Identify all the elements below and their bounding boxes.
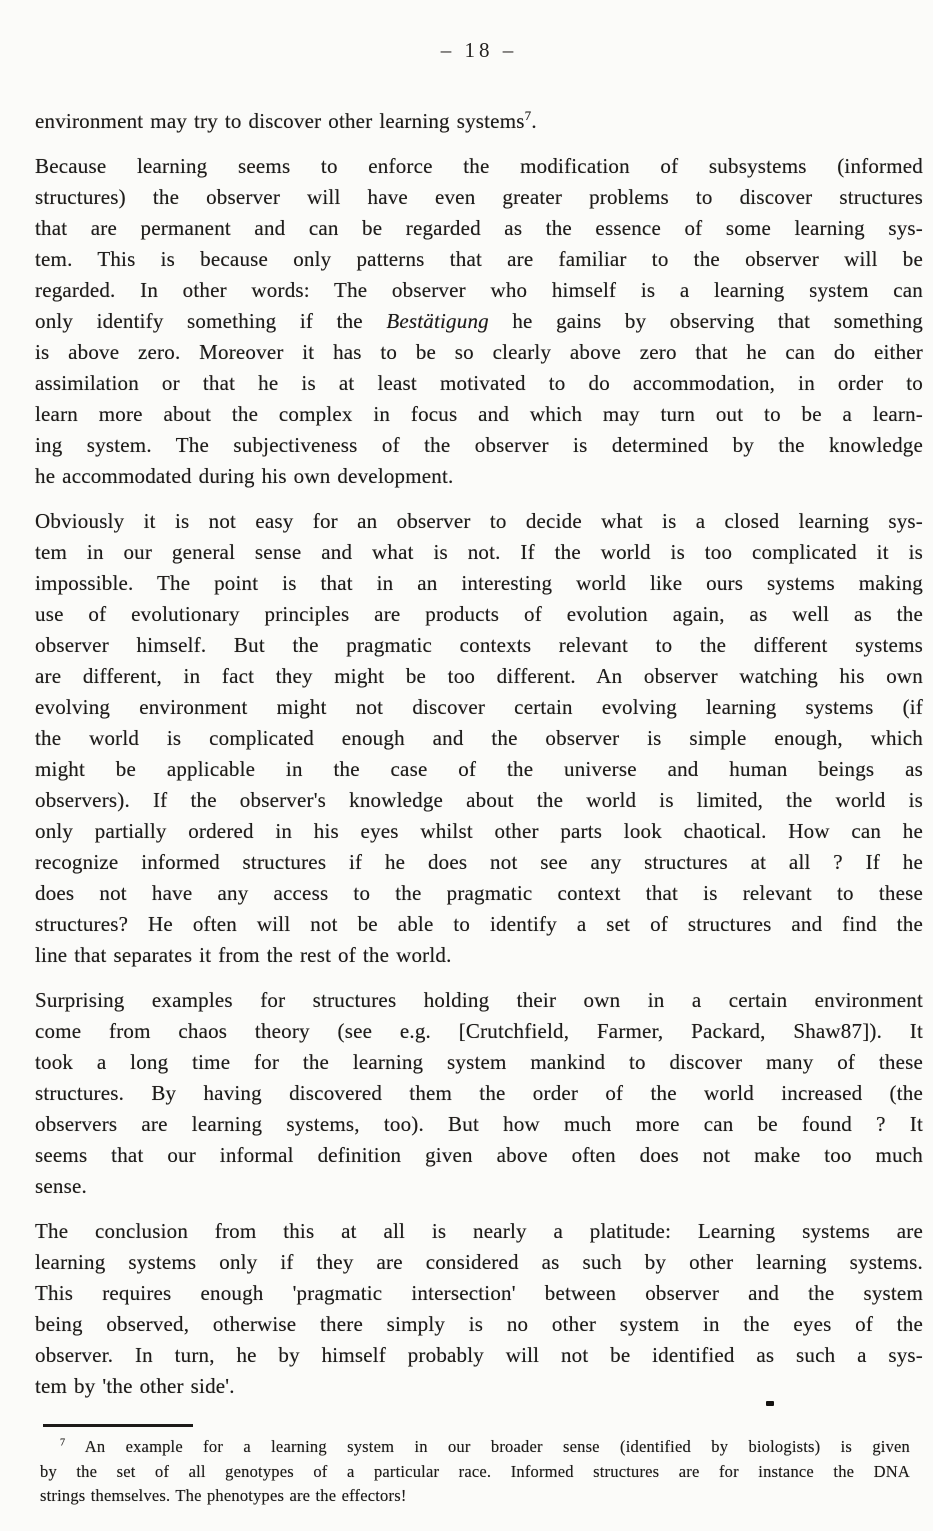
text-line: structures. By having discovered them the order of the world increased (the [35,1081,923,1105]
text-line: ing system. The subjectiveness of the observer is determined by the knowledge [35,433,923,457]
text-line: took a long time for the learning system mankind to discover many of these [35,1050,923,1074]
text-line: he accommodated during his own development. [35,464,454,488]
paragraph [35,985,923,1202]
footnote-line: strings themselves. The phenotypes are the effectors! [40,1486,407,1505]
text-line: observer. In turn, he by himself probably will not be identified as such a sys- [35,1343,923,1367]
paragraph [35,1216,923,1402]
text-line: recognize informed structures if he does not see any structures at all ? If he [35,850,923,874]
text-line: Surprising examples for structures holding their own in a certain environment [35,988,923,1012]
scan-speck-mark [766,1401,774,1406]
text-line: line that separates it from the rest of the world. [35,943,452,967]
text-line: Because learning seems to enforce the modification of subsystems (informed [35,154,923,178]
text-line: observers are learning systems, too). But how much more can be found ? It [35,1112,923,1136]
text-line: The conclusion from this at all is nearly a platitude: Learning systems are [35,1219,923,1243]
text-line: seems that our informal definition given above often does not make too much [35,1143,923,1167]
text-line: impossible. The point is that in an interesting world like ours systems making [35,571,923,595]
text-line: learning systems only if they are considered as such by other learning systems. [35,1250,923,1274]
text-line: assimilation or that he is at least motivated to do accommodation, in order to [35,371,923,395]
footnote-text [40,1435,910,1509]
text-line: is above zero. Moreover it has to be so clearly above zero that he can do either [35,340,923,364]
footnote-line: $^7$ An example for a learning system in our broader sense (identified by biologists) is given [60,1437,910,1456]
text-line: that are permanent and can be regarded as the essence of some learning sys- [35,216,923,240]
text-line: might be applicable in the case of the universe and human beings as [35,757,923,781]
text-line: use of evolutionary principles are products of evolution again, as well as the [35,602,923,626]
text-line: observer himself. But the pragmatic contexts relevant to the different systems [35,633,923,657]
paragraph [35,151,923,492]
text-line: does not have any access to the pragmatic context that is relevant to these [35,881,923,905]
footnote-line: by the set of all genotypes of a particular race. Informed structures are for instance the DNA [40,1461,910,1481]
paragraph [35,506,923,971]
text-line: structures? He often will not be able to identify a set of structures and find the [35,912,923,936]
text-line: tem. This is because only patterns that are familiar to the observer will be [35,247,923,271]
text-line: structures) the observer will have even greater problems to discover structures [35,185,923,209]
text-line: tem in our general sense and what is not. If the world is too complicated it is [35,540,923,564]
text-line: sense. [35,1174,87,1198]
text-line: environment may try to discover other learning systems$^7$. [35,108,537,133]
text-line: only identify something if the Bestätigung he gains by observing that something [35,309,923,333]
text-line: regarded. In other words: The observer who himself is a learning system can [35,278,923,302]
text-line: the world is complicated enough and the observer is simple enough, which [35,726,923,750]
paragraph [35,106,923,137]
text-line: tem by 'the other side'. [35,1374,235,1398]
text-line: only partially ordered in his eyes whilst other parts look chaotical. How can he [35,819,923,843]
footnote-separator-rule [43,1424,193,1427]
text-line: This requires enough 'pragmatic intersection' between observer and the system [35,1281,923,1305]
text-line: being observed, otherwise there simply is no other system in the eyes of the [35,1312,923,1336]
page-number: – 18 – [440,38,518,62]
footnote [40,1424,910,1509]
text-line: evolving environment might not discover certain evolving learning systems (if [35,695,923,719]
text-line: are different, in fact they might be too different. An observer watching his own [35,664,923,688]
text-line: observers). If the observer's knowledge about the world is limited, the world is [35,788,923,812]
text-line: come from chaos theory (see e.g. [Crutchfield, Farmer, Packard, Shaw87]). It [35,1019,923,1043]
text-line: learn more about the complex in focus and which may turn out to be a learn- [35,402,923,426]
body-text [35,106,923,1416]
text-line: Obviously it is not easy for an observer to decide what is a closed learning sys- [35,509,923,533]
